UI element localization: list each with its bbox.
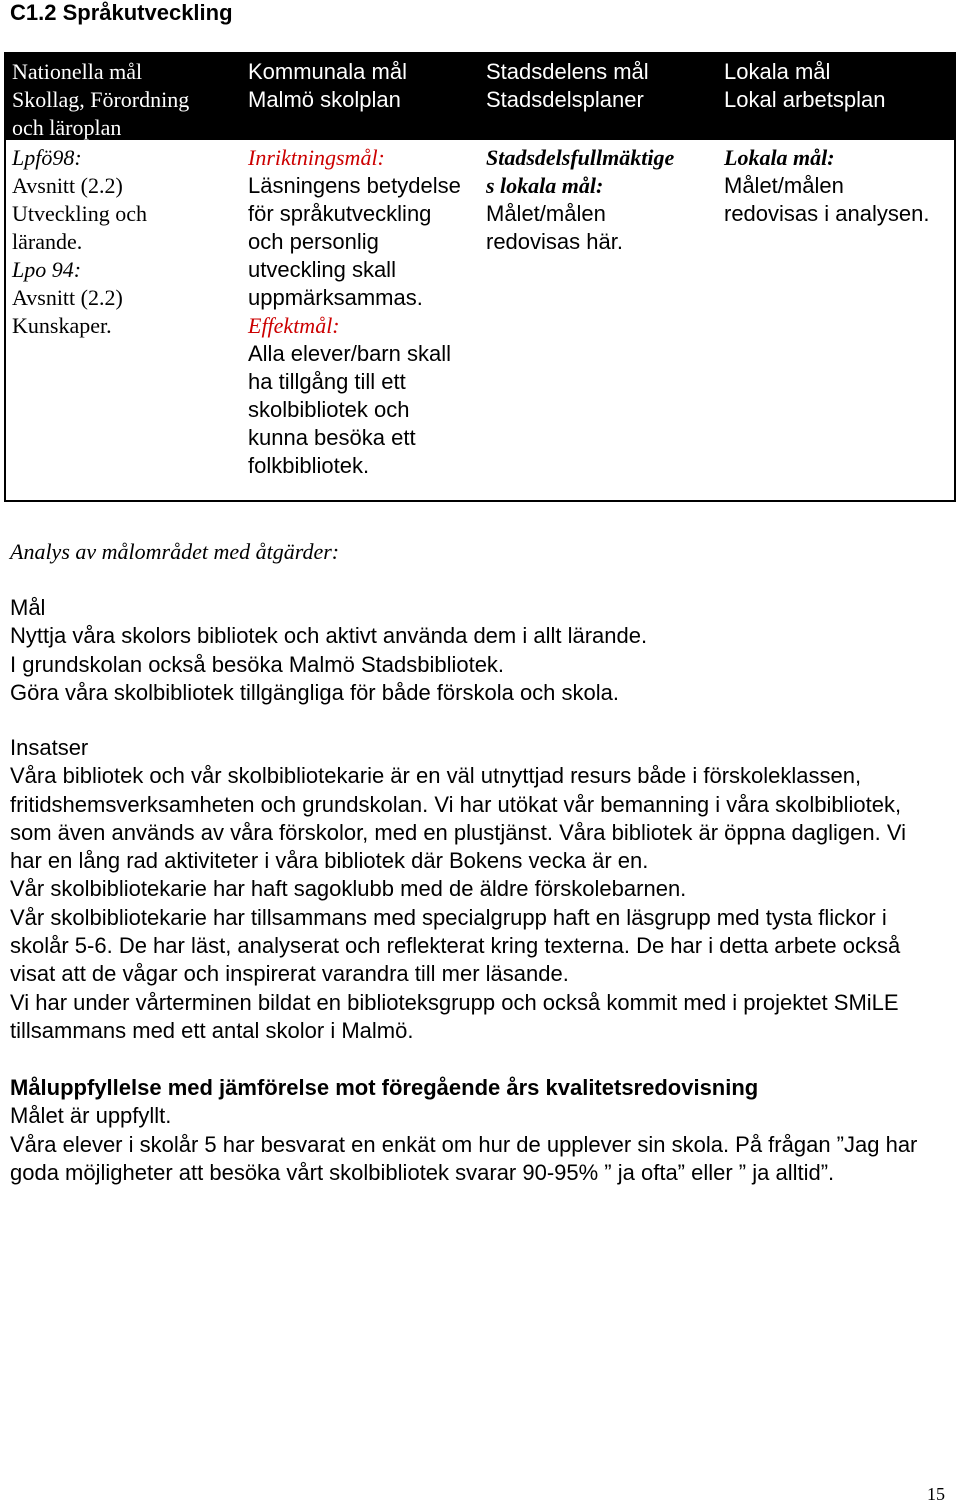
paragraph-line: som även används av våra förskolor, med en plustjänst. Våra bibliotek är öppna dagligen. Vi: [10, 819, 907, 845]
column-body-line: folkbibliotek.: [248, 453, 370, 478]
section-title-goals: Mål: [10, 595, 46, 620]
column-body-line: kunna besöka ett: [248, 425, 416, 450]
column-header-line: Lokala mål: [724, 59, 831, 84]
column-body-local: [724, 144, 929, 228]
paragraph-line: Vi har under vårterminen bildat en biblioteksgrupp och också kommit med i projektet SMiLE: [10, 989, 899, 1015]
column-header-line: Nationella mål: [12, 59, 143, 84]
paragraph-line: Våra elever i skolår 5 har besvarat en enkät om hur de upplever sin skola. På frågan ”Jag har: [10, 1131, 918, 1157]
column-body-line: Stadsdelsfullmäktige: [486, 145, 675, 170]
column-header-line: Lokal arbetsplan: [724, 87, 886, 112]
analysis-heading: Analys av målområdet med åtgärder:: [10, 539, 340, 564]
column-body-line: skolbibliotek och: [248, 397, 410, 422]
column-header-line: och läroplan: [12, 115, 122, 140]
column-body-line: redovisas här.: [486, 229, 623, 254]
column-header-national: [12, 58, 189, 142]
paragraph-line: fritidshemsverksamheten och grundskolan. Vi har utökat vår bemanning i våra skolbibliotek,: [10, 791, 902, 817]
paragraph-line: visat att de vågar och inspirerat varandra till mer läsande.: [10, 961, 569, 987]
column-body-line: Utveckling och: [12, 201, 148, 226]
column-header-local: [724, 58, 885, 114]
column-header-line: Stadsdelsplaner: [486, 87, 644, 112]
column-body-line: Läsningens betydelse: [248, 173, 461, 198]
column-body-line: Lpfö98:: [12, 145, 82, 170]
section-fulfillment: [10, 1074, 950, 1187]
column-body-line: Inriktningsmål:: [248, 145, 385, 170]
column-body-line: utveckling skall: [248, 257, 396, 282]
section-title-fulfillment: Måluppfyllelse med jämförelse mot föregående års kvalitetsredovisning: [10, 1075, 759, 1100]
column-body-line: för språkutveckling: [248, 201, 432, 226]
column-body-line: Lpo 94:: [12, 257, 82, 282]
column-header-district: [486, 58, 649, 114]
page-number: 15: [927, 1484, 945, 1504]
paragraph-line: har en lång rad aktiviteter i våra bibliotek där Bokens vecka är en.: [10, 848, 649, 874]
column-body-line: Lokala mål:: [724, 145, 835, 170]
section-efforts: [10, 734, 950, 1045]
column-header-line: Kommunala mål: [248, 59, 407, 84]
column-body-line: Effektmål:: [248, 313, 340, 338]
paragraph-line: tillsammans med ett antal skolor i Malmö.: [10, 1017, 414, 1043]
column-body-line: redovisas i analysen.: [724, 201, 930, 226]
paragraph-line: Nyttja våra skolors bibliotek och aktivt använda dem i allt lärande.: [10, 623, 648, 649]
goals-table: [4, 52, 956, 502]
column-header-line: Stadsdelens mål: [486, 59, 649, 84]
paragraph-line: Göra våra skolbibliotek tillgängliga för både förskola och skola.: [10, 679, 619, 705]
section-heading: C1.2 Språkutveckling: [10, 0, 233, 25]
column-body-line: Målet/målen: [486, 201, 606, 226]
column-body-line: Kunskaper.: [12, 313, 112, 338]
paragraph-line: goda möjligheter att besöka vårt skolbibliotek svarar 90-95% ” ja ofta” eller ” ja alltid”.: [10, 1159, 835, 1185]
column-body-line: s lokala mål:: [486, 173, 604, 198]
column-body-district: [486, 144, 674, 256]
paragraph-line: Målet är uppfyllt.: [10, 1103, 172, 1129]
paragraph-line: skolår 5-6. De har läst, analyserat och reflekterat kring texterna. De har i detta arbete också: [10, 933, 901, 959]
section-title-efforts: Insatser: [10, 735, 89, 760]
column-body-line: Avsnitt (2.2): [12, 285, 123, 310]
paragraph-line: Vår skolbibliotekarie har tillsammans med specialgrupp haft en läsgrupp med tysta flickor i: [10, 904, 887, 930]
paragraph-line: Våra bibliotek och vår skolbibliotekarie är en väl utnyttjad resurs både i förskoleklassen,: [10, 763, 862, 789]
column-body-line: lärande.: [12, 229, 83, 254]
column-body-line: och personlig: [248, 229, 379, 254]
column-body-national: [12, 144, 147, 340]
column-body-line: uppmärksammas.: [248, 285, 423, 310]
paragraph-line: I grundskolan också besöka Malmö Stadsbibliotek.: [10, 651, 505, 677]
column-header-municipal: [248, 58, 407, 114]
column-body-line: Avsnitt (2.2): [12, 173, 123, 198]
column-header-line: Skollag, Förordning: [12, 87, 190, 112]
column-body-line: Målet/målen: [724, 173, 844, 198]
column-header-line: Malmö skolplan: [248, 87, 401, 112]
section-goals: [10, 594, 950, 707]
column-body-line: ha tillgång till ett: [248, 369, 406, 394]
column-body-line: Alla elever/barn skall: [248, 341, 451, 366]
paragraph-line: Vår skolbibliotekarie har haft sagoklubb med de äldre förskolebarnen.: [10, 876, 687, 902]
column-body-municipal: [248, 144, 461, 480]
